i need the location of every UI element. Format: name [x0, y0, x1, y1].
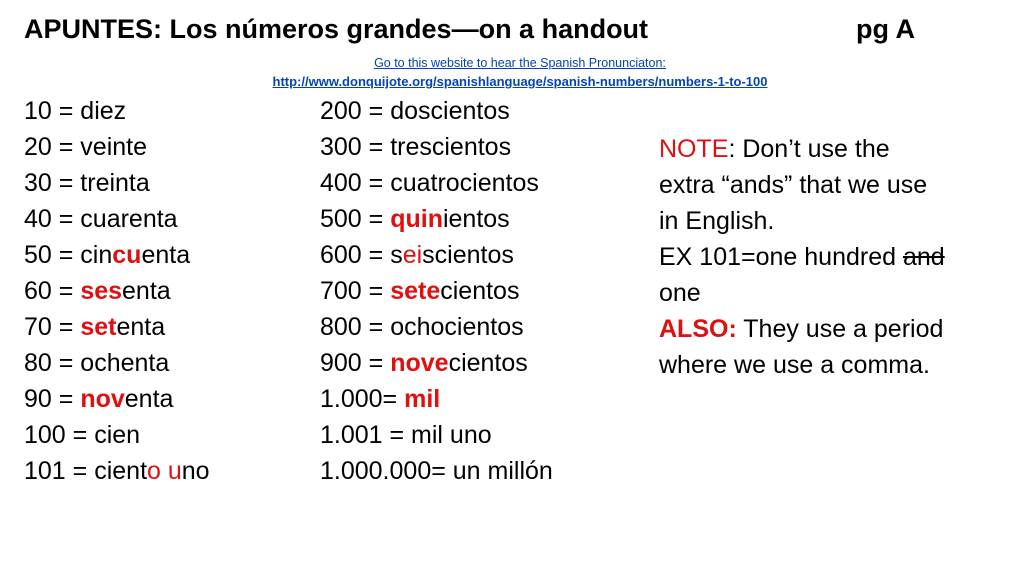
- number-item: [24, 165, 210, 201]
- note-line-1: [659, 131, 1019, 167]
- highlighted-syllable: set: [80, 313, 117, 341]
- also-text: They use a period: [736, 315, 944, 343]
- highlighted-syllable: cu: [112, 241, 142, 269]
- highlighted-syllable: u: [167, 457, 182, 485]
- note-line-4: [659, 239, 1019, 275]
- highlighted-syllable: o: [147, 457, 161, 485]
- number-text: 200 = doscientos: [320, 97, 510, 125]
- numbers-list-left: [24, 93, 210, 489]
- number-text: cientos: [440, 277, 520, 305]
- number-item: [24, 273, 210, 309]
- number-item: [320, 417, 553, 453]
- note-line-5: one: [659, 279, 701, 307]
- number-item: [24, 201, 210, 237]
- number-text: cientos: [448, 349, 528, 377]
- page-label: pg A: [856, 14, 915, 44]
- number-text: 40 = cuarenta: [24, 205, 178, 233]
- number-text: 60 =: [24, 277, 81, 305]
- number-text: 400 = cuatrocientos: [320, 169, 539, 197]
- number-item: [320, 237, 553, 273]
- number-text: 500 =: [320, 205, 391, 233]
- number-item: [320, 381, 553, 417]
- number-text: 1.000.000= un millón: [320, 457, 553, 485]
- number-item: [320, 453, 553, 489]
- numbers-list-right: [320, 93, 553, 489]
- also-label: ALSO:: [659, 315, 737, 343]
- number-item: [320, 93, 553, 129]
- number-text: [161, 457, 168, 485]
- note-line-3: in English.: [659, 207, 775, 235]
- number-text: 1.000=: [320, 385, 405, 413]
- number-item: [24, 453, 210, 489]
- note-line-7: where we use a comma.: [659, 351, 930, 379]
- number-item: [320, 129, 553, 165]
- number-text: 101 = cient: [24, 457, 148, 485]
- highlighted-syllable: ses: [80, 277, 123, 305]
- number-text: scientos: [422, 241, 514, 269]
- highlighted-syllable: ei: [402, 241, 423, 269]
- highlighted-syllable: quin: [390, 205, 443, 233]
- number-item: [24, 381, 210, 417]
- number-text: 700 =: [320, 277, 391, 305]
- number-text: ientos: [442, 205, 510, 233]
- number-text: enta: [116, 313, 166, 341]
- note-line-4-text: EX 101=one hundred: [659, 243, 903, 271]
- number-text: 100 = cien: [24, 421, 141, 449]
- number-item: [320, 165, 553, 201]
- website-link[interactable]: http://www.donquijote.org/spanishlanguage/spanish-numbers/numbers-1-to-100: [272, 74, 768, 89]
- number-item: [24, 93, 210, 129]
- number-text: 30 = treinta: [24, 169, 150, 197]
- number-text: 800 = ochocientos: [320, 313, 524, 341]
- number-text: 80 = ochenta: [24, 349, 170, 377]
- number-item: [320, 309, 553, 345]
- struck-word: and: [902, 243, 945, 271]
- note-line-1-rest: : Don’t use the: [728, 135, 890, 163]
- number-item: [320, 273, 553, 309]
- note-line-6: [659, 311, 1019, 347]
- number-text: 600 = s: [320, 241, 403, 269]
- number-item: [320, 201, 553, 237]
- number-text: 10 = diez: [24, 97, 127, 125]
- number-text: no: [181, 457, 210, 485]
- number-text: enta: [141, 241, 191, 269]
- page-title: APUNTES: Los números grandes—on a handout: [24, 14, 649, 44]
- number-text: 90 =: [24, 385, 81, 413]
- number-text: 900 =: [320, 349, 391, 377]
- link-note[interactable]: Go to this website to hear the Spanish Pronunciaton:: [374, 56, 666, 70]
- number-item: [24, 345, 210, 381]
- number-text: enta: [124, 385, 174, 413]
- number-text: 1.001 = mil uno: [320, 421, 492, 449]
- highlighted-syllable: nov: [80, 385, 125, 413]
- highlighted-syllable: sete: [390, 277, 441, 305]
- number-text: 300 = trescientos: [320, 133, 512, 161]
- number-item: [24, 417, 210, 453]
- number-item: [24, 237, 210, 273]
- highlighted-syllable: nove: [390, 349, 449, 377]
- note-line-2: extra “ands” that we use: [659, 171, 928, 199]
- number-item: [24, 309, 210, 345]
- highlighted-syllable: mil: [404, 385, 441, 413]
- number-text: 70 =: [24, 313, 81, 341]
- number-item: [24, 129, 210, 165]
- number-text: 20 = veinte: [24, 133, 148, 161]
- note-label: NOTE: [659, 135, 729, 163]
- number-text: 50 = cin: [24, 241, 113, 269]
- number-item: [320, 345, 553, 381]
- note-box: [659, 131, 1019, 383]
- number-text: enta: [122, 277, 171, 305]
